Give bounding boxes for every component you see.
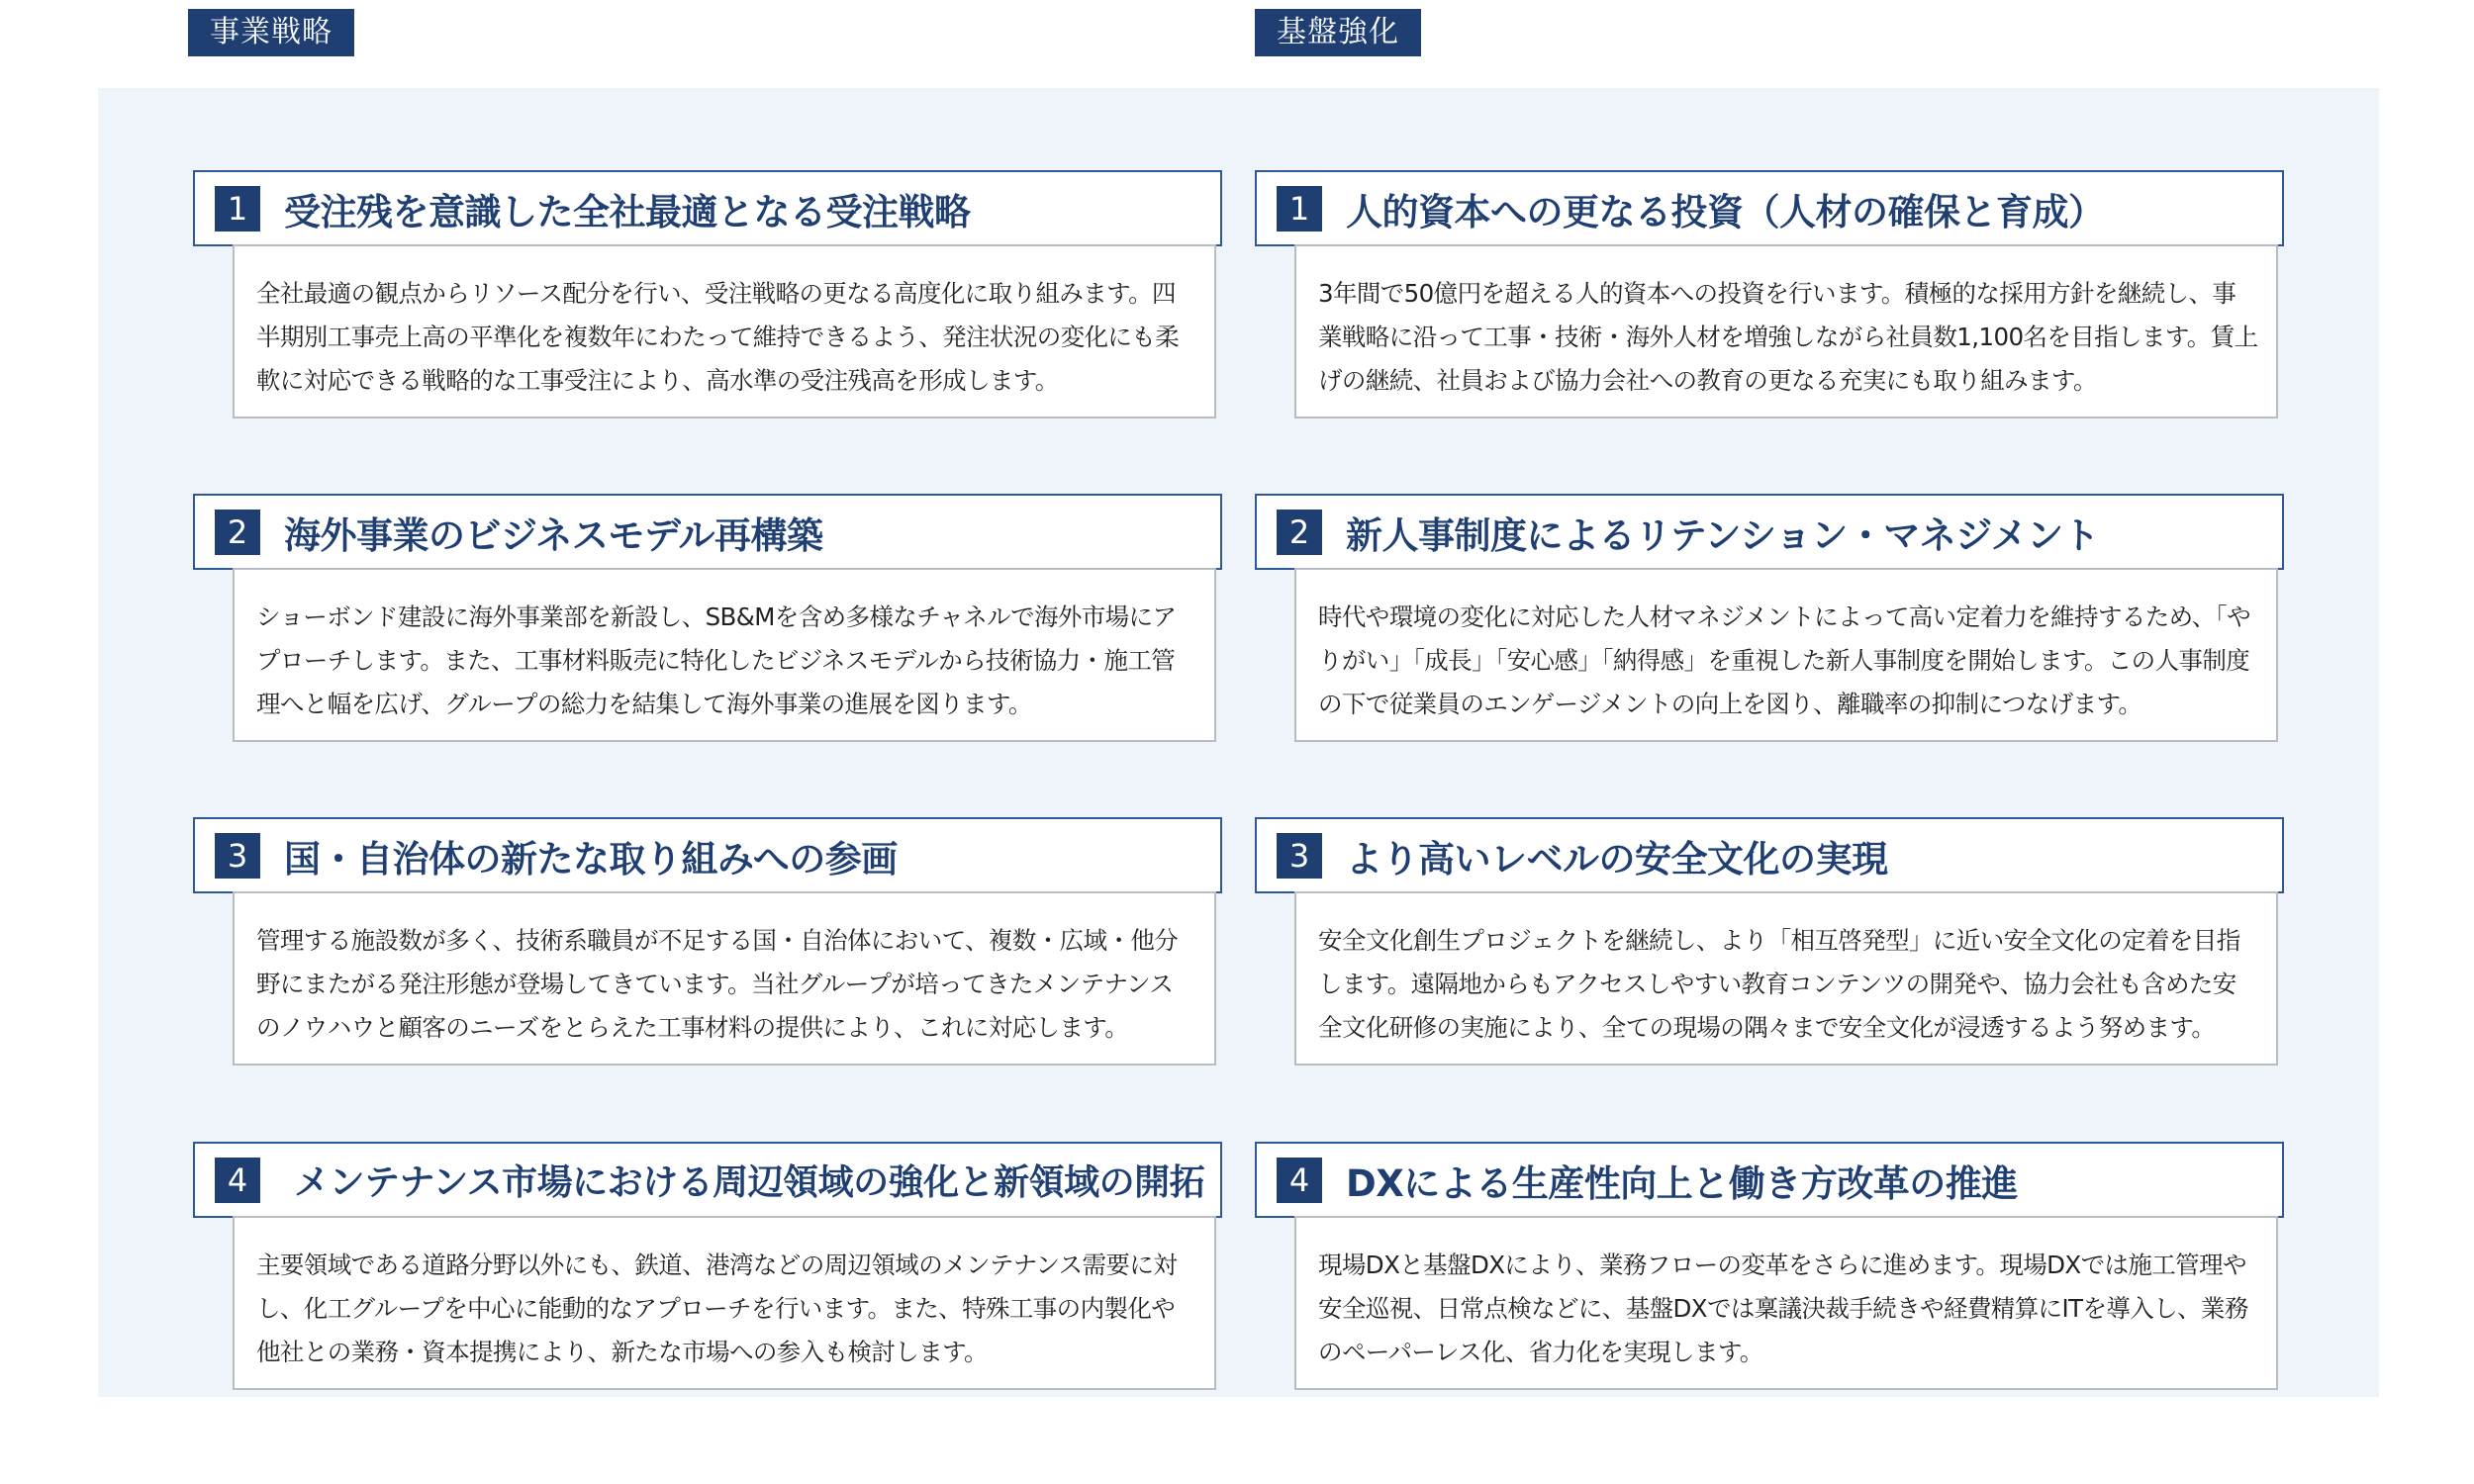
item-title: 新人事制度によるリテンション・マネジメント — [1346, 513, 2100, 557]
item-title: 海外事業のビジネスモデル再構築 — [284, 513, 823, 557]
item-title: 人的資本への更なる投資（人材の確保と育成） — [1346, 190, 2105, 233]
strategy-item — [1255, 817, 2284, 1069]
item-number: 1 — [215, 186, 260, 232]
item-number: 4 — [215, 1158, 260, 1203]
item-title-bar — [1255, 817, 2284, 893]
category-label: 事業戦略 — [188, 9, 354, 56]
strategy-item — [1255, 170, 2284, 422]
item-description: 管理する施設数が多く、技術系職員が不足する国・自治体において、複数・広域・他分野にまたがる発注形態が登場してきています。当社グループが培ってきたメンテナンスのノウハウと顧客のニーズをとらえた工事材料の提供により、これに対応します。 — [256, 926, 1179, 1042]
item-description: 主要領域である道路分野以外にも、鉄道、港湾などの周辺領域のメンテナンス需要に対し、化工グループを中心に能動的なアプローチを行います。また、特殊工事の内製化や他社との業務・資本提携により、新たな市場への参入も検討します。 — [256, 1251, 1178, 1366]
item-number: 3 — [1277, 833, 1322, 879]
item-number: 2 — [1277, 510, 1322, 555]
item-title: 国・自治体の新たな取り組みへの参画 — [284, 837, 898, 881]
item-body — [233, 891, 1216, 1066]
item-description: 3年間で50億円を超える人的資本への投資を行います。積極的な採用方針を継続し、事業戦略に沿って工事・技術・海外人材を増強しながら社員数1,100名を目指します。賃上げの継続、社員および協力会社への教育の更なる充実にも取り組みます。 — [1318, 279, 2258, 395]
item-title: メンテナンス市場における周辺領域の強化と新領域の開拓 — [294, 1162, 1205, 1203]
item-title: より高いレベルの安全文化の実現 — [1346, 837, 1888, 881]
item-body — [1294, 1216, 2278, 1390]
strategy-item — [193, 1142, 1222, 1394]
item-title: 受注残を意識した全社最適となる受注戦略 — [284, 190, 971, 233]
item-title-bar — [1255, 170, 2284, 246]
item-number: 3 — [215, 833, 260, 879]
item-description: 全社最適の観点からリソース配分を行い、受注戦略の更なる高度化に取り組みます。四半期別工事売上高の平準化を複数年にわたって維持できるよう、発注状況の変化にも柔軟に対応できる戦略的な工事受注により、高水準の受注残高を形成します。 — [256, 279, 1180, 395]
strategy-item — [1255, 1142, 2284, 1394]
item-body — [233, 244, 1216, 418]
item-number: 1 — [1277, 186, 1322, 232]
item-number: 2 — [215, 510, 260, 555]
item-description: 時代や環境の変化に対応した人材マネジメントによって高い定着力を維持するため、「やりがい」「成長」「安心感」「納得感」を重視した新人事制度を開始します。この人事制度の下で従業員のエンゲージメントの向上を図り、離職率の抑制につなげます。 — [1318, 603, 2251, 718]
item-number: 4 — [1277, 1158, 1322, 1203]
category-label: 基盤強化 — [1255, 9, 1421, 56]
strategy-item — [193, 817, 1222, 1069]
item-description: ショーボンド建設に海外事業部を新設し、SB&Mを含め多様なチャネルで海外市場にアプローチします。また、工事材料販売に特化したビジネスモデルから技術協力・施工管理へと幅を広げ、グループの総力を結集して海外事業の進展を図ります。 — [256, 603, 1177, 718]
item-title-bar — [193, 170, 1222, 246]
item-title: DXによる生産性向上と働き方改革の推進 — [1346, 1161, 2018, 1205]
item-body — [233, 1216, 1216, 1390]
item-body — [233, 568, 1216, 742]
strategy-item — [193, 170, 1222, 422]
strategy-item — [193, 494, 1222, 746]
item-description: 安全文化創生プロジェクトを継続し、より「相互啓発型」に近い安全文化の定着を目指します。遠隔地からもアクセスしやすい教育コンテンツの開発や、協力会社も含めた安全文化研修の実施により、全ての現場の隅々まで安全文化が浸透するよう努めます。 — [1318, 926, 2240, 1042]
item-description: 現場DXと基盤DXにより、業務フローの変革をさらに進めます。現場DXでは施工管理や安全巡視、日常点検などに、基盤DXでは稟議決裁手続きや経費精算にITを導入し、業務のペーパーレス化、省力化を実現します。 — [1318, 1251, 2248, 1366]
item-title-bar — [1255, 494, 2284, 570]
item-body — [1294, 891, 2278, 1066]
item-title-bar — [1255, 1142, 2284, 1218]
item-body — [1294, 244, 2278, 418]
item-title-bar — [193, 494, 1222, 570]
item-title-bar — [193, 817, 1222, 893]
strategy-item — [1255, 494, 2284, 746]
item-body — [1294, 568, 2278, 742]
item-title-bar — [193, 1142, 1222, 1218]
